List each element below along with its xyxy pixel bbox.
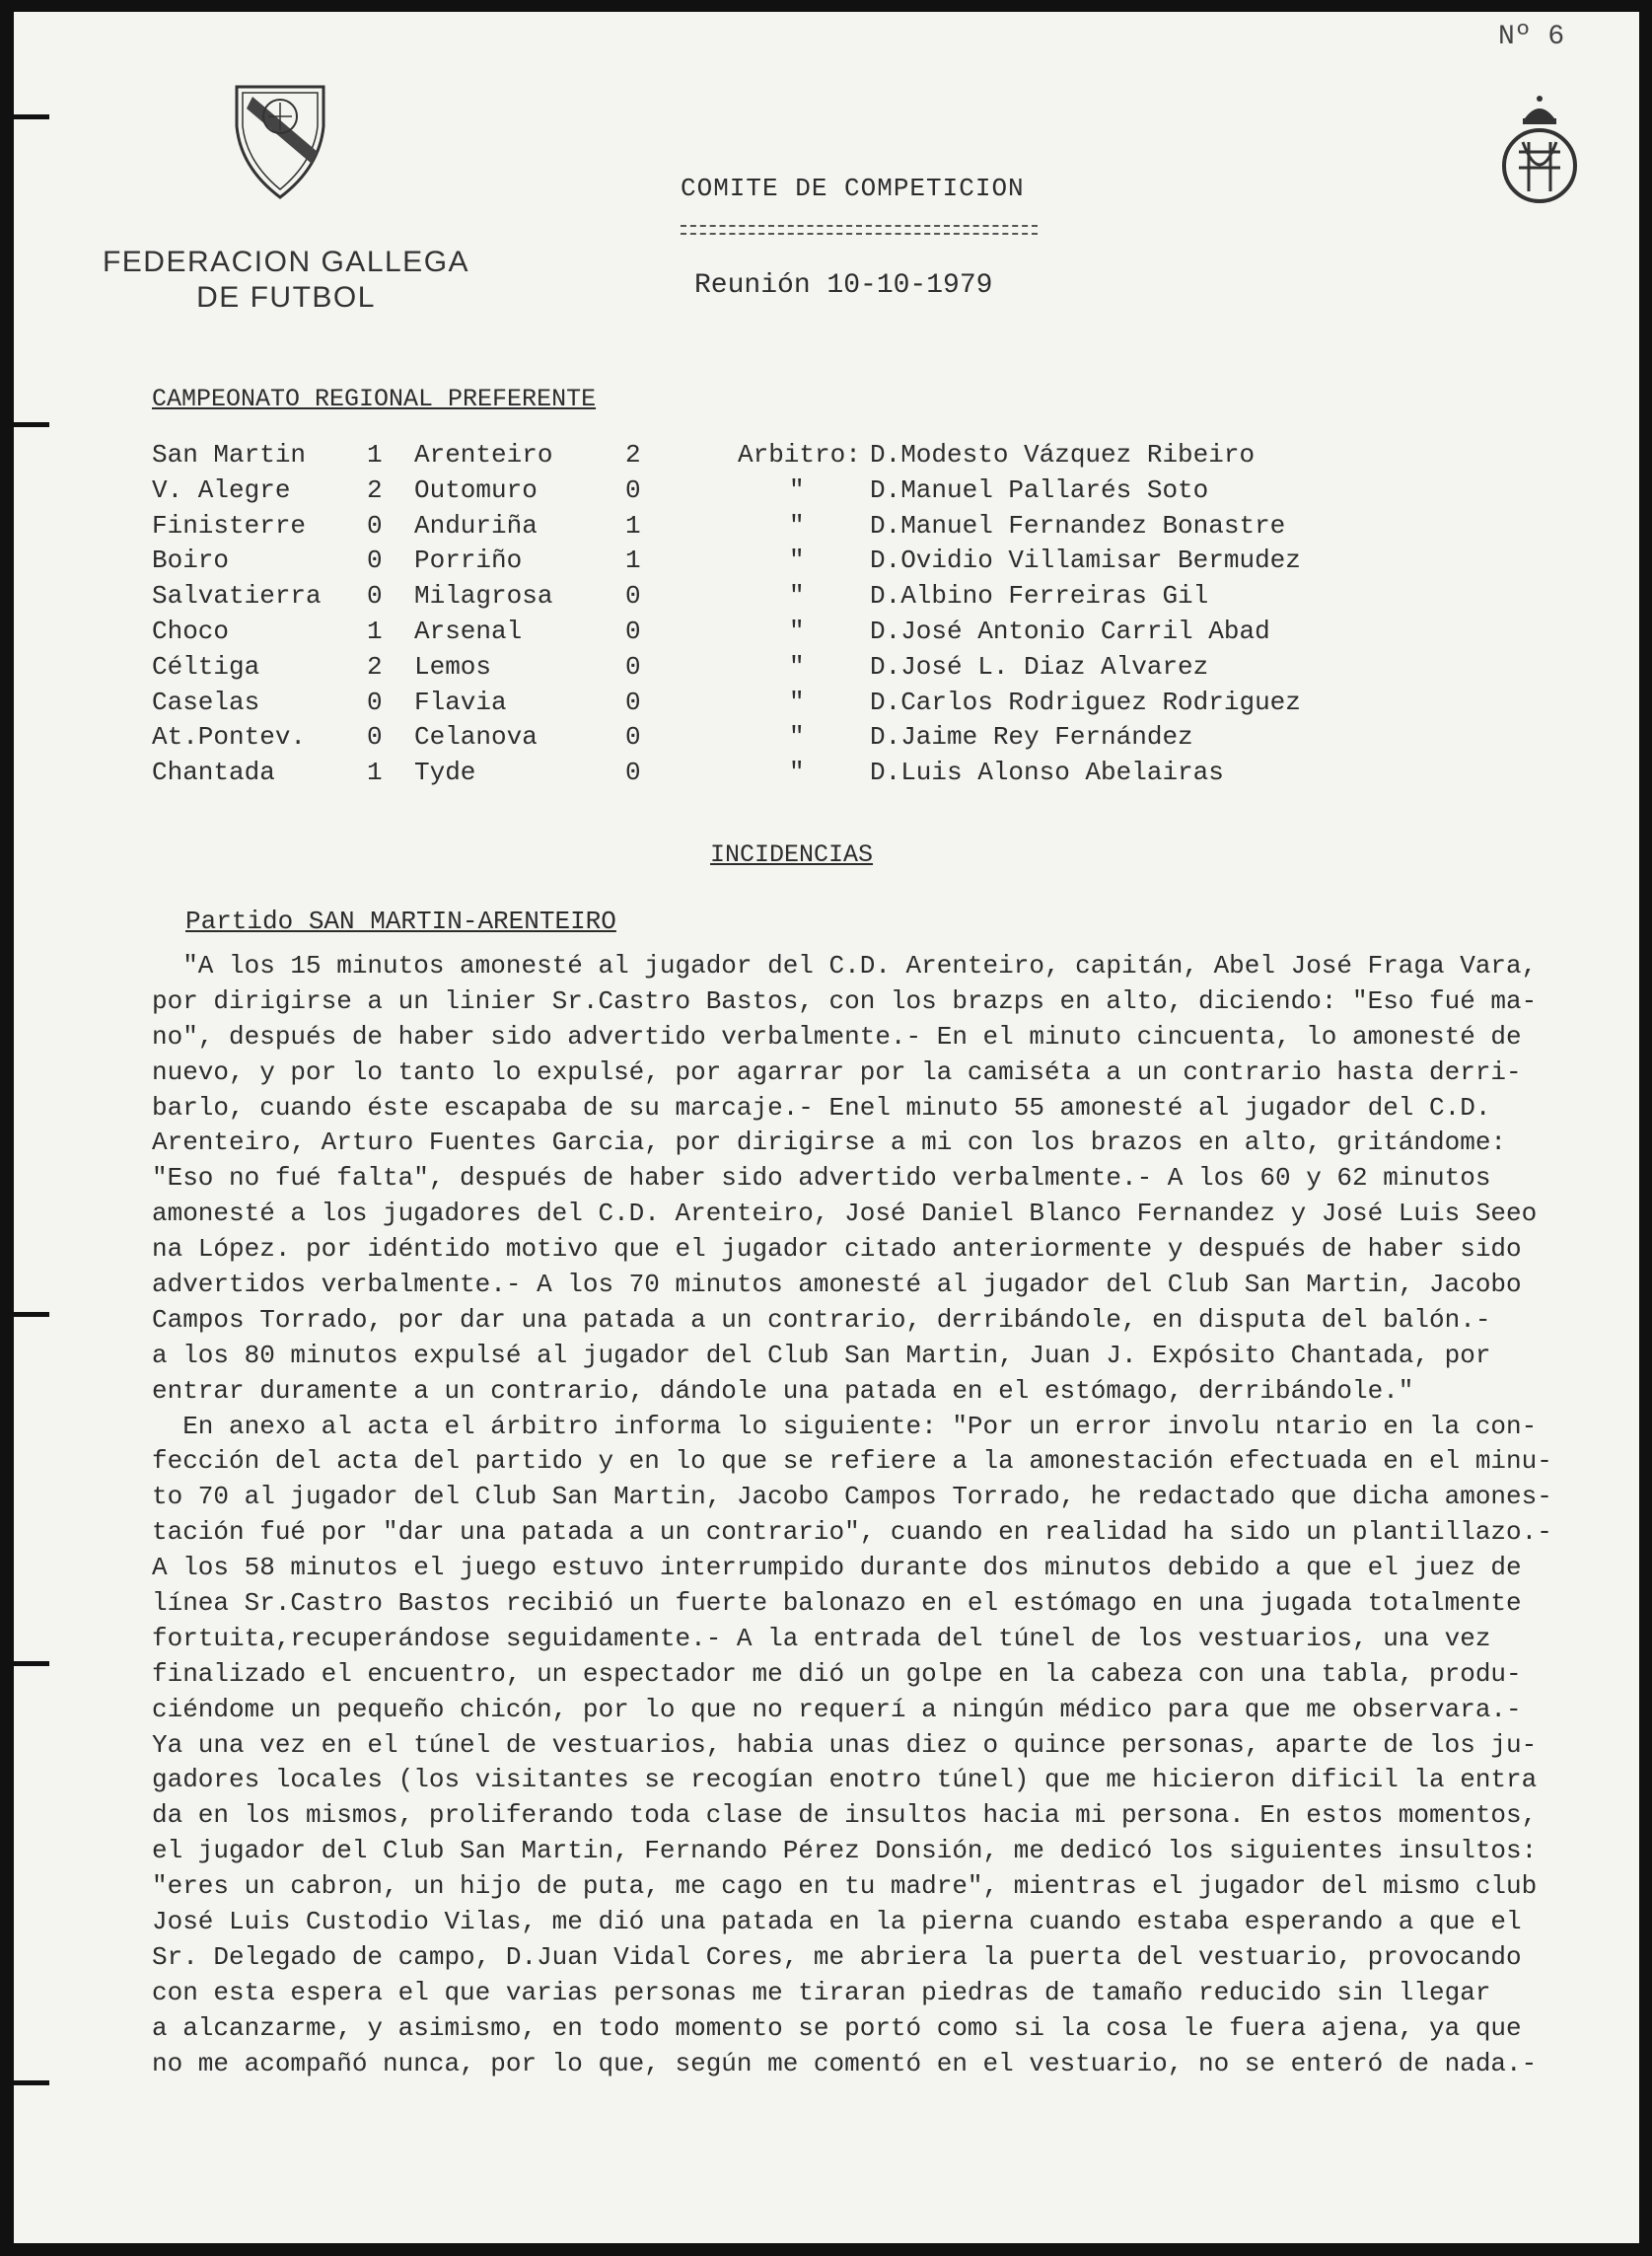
report-line: "Eso no fué falta", después de haber sido advertido verbalmente.- A los 60 y 62 minutos <box>152 1163 1491 1194</box>
ditto-mark: " <box>789 474 805 505</box>
away-team: Milagrosa <box>414 581 553 612</box>
away-score: 1 <box>625 546 641 576</box>
referee-name: D.Manuel Fernandez Bonastre <box>870 510 1286 541</box>
away-score: 0 <box>625 687 641 717</box>
federation-name-line1: FEDERACION GALLEGA <box>102 246 470 278</box>
ditto-mark: " <box>789 581 805 612</box>
report-line: tación fué por "dar una patada a un contrario", cuando en realidad ha sido un plantillazo.- <box>152 1517 1552 1548</box>
home-team: Boiro <box>152 546 230 576</box>
report-line: barlo, cuando éste escapaba de su marcaje.- Enel minuto 55 amonesté al jugador del C.D. <box>152 1092 1491 1123</box>
report-line: A los 58 minutos el juego estuvo interrumpido durante dos minutos debido a que el juez de <box>152 1553 1522 1583</box>
away-score: 0 <box>625 474 641 505</box>
report-line: por dirigirse a un linier Sr.Castro Bastos, con los brazps en alto, diciendo: "Eso fué ma- <box>152 985 1538 1016</box>
home-team: Céltiga <box>152 651 260 682</box>
away-team: Anduriña <box>414 510 538 541</box>
home-team: San Martin <box>152 440 307 470</box>
away-score: 0 <box>625 758 641 788</box>
home-team: Choco <box>152 616 230 646</box>
away-score: 1 <box>625 510 641 541</box>
report-line: nuevo, y por lo tanto lo expulsé, por agarrar por la camiséta a un contrario hasta derri- <box>152 1056 1522 1087</box>
report-line: Campos Torrado, por dar una patada a un contrario, derribándole, en disputa del balón.- <box>152 1304 1491 1335</box>
home-score: 0 <box>367 581 383 612</box>
report-line: En anexo al acta el árbitro informa lo siguiente: "Por un error involu ntario en la con- <box>152 1411 1538 1441</box>
referee-name: D.Carlos Rodriguez Rodriguez <box>870 687 1301 717</box>
report-line: línea Sr.Castro Bastos recibió un fuerte balonazo en el estómago en una jugada totalmente <box>152 1588 1522 1619</box>
away-team: Porriño <box>414 546 523 576</box>
away-score: 0 <box>625 722 641 753</box>
incidents-heading: INCIDENCIAS <box>710 840 874 869</box>
home-score: 2 <box>367 651 383 682</box>
ditto-mark: " <box>789 758 805 788</box>
document-page <box>14 12 1639 2243</box>
report-line: entrar duramente a un contrario, dándole una patada en el estómago, derribándole." <box>152 1375 1414 1406</box>
report-line: advertidos verbalmente.- A los 70 minutos amonesté al jugador del Club San Martin, Jacobo <box>152 1270 1522 1300</box>
home-team: At.Pontev. <box>152 722 307 753</box>
report-line: na López. por idéntido motivo que el jugador citado anteriormente y después de haber sido <box>152 1234 1522 1265</box>
report-line: fortuita,recuperándose seguidamente.- A la entrada del túnel de los vestuarios, una vez <box>152 1623 1491 1653</box>
home-score: 0 <box>367 510 383 541</box>
federation-name <box>79 245 493 316</box>
meeting-date: Reunión 10-10-1979 <box>694 270 993 301</box>
away-team: Arenteiro <box>414 440 553 470</box>
home-team: Caselas <box>152 687 260 717</box>
report-line: el jugador del Club San Martin, Fernando Pérez Donsión, me dedicó los siguientes insultos: <box>152 1836 1538 1866</box>
report-line: "A los 15 minutos amonesté al jugador del C.D. Arenteiro, capitán, Abel José Fraga Vara, <box>152 951 1538 981</box>
away-score: 0 <box>625 651 641 682</box>
binder-hole <box>14 1312 49 1317</box>
referee-name: D.José Antonio Carril Abad <box>870 616 1270 646</box>
home-team: V. Alegre <box>152 474 291 505</box>
binder-hole <box>14 422 49 427</box>
ditto-mark: " <box>789 687 805 717</box>
ditto-mark: " <box>789 651 805 682</box>
report-line: Sr. Delegado de campo, D.Juan Vidal Cores, me abriera la puerta del vestuario, provocando <box>152 1941 1522 1972</box>
away-score: 2 <box>625 440 641 470</box>
away-team: Flavia <box>414 687 507 717</box>
ditto-mark: " <box>789 616 805 646</box>
referee-name: D.Modesto Vázquez Ribeiro <box>870 440 1256 470</box>
home-team: Salvatierra <box>152 581 322 612</box>
report-line: finalizado el encuentro, un espectador me dió un golpe en la cabeza con una tabla, produ- <box>152 1658 1522 1689</box>
home-score: 0 <box>367 687 383 717</box>
referee-name: D.José L. Diaz Alvarez <box>870 651 1209 682</box>
referee-name: D.Ovidio Villamisar Bermudez <box>870 546 1301 576</box>
away-score: 0 <box>625 581 641 612</box>
home-score: 2 <box>367 474 383 505</box>
report-line: amonesté a los jugadores del C.D. Arenteiro, José Daniel Blanco Fernandez y José Luis Seeo <box>152 1199 1538 1229</box>
referee-name: D.Jaime Rey Fernández <box>870 722 1193 753</box>
report-line: da en los mismos, proliferando toda clase de insultos hacia mi persona. En estos momentos, <box>152 1800 1538 1831</box>
rfef-crest-logo <box>1495 93 1584 211</box>
away-team: Tyde <box>414 758 476 788</box>
report-line: "eres un cabron, un hijo de puta, me cago en tu madre", mientras el jugador del mismo club <box>152 1871 1538 1902</box>
home-team: Finisterre <box>152 510 307 541</box>
ditto-mark: " <box>789 510 805 541</box>
federation-shield-logo <box>233 83 327 201</box>
report-line: gadores locales (los visitantes se recogían enotro túnel) que me hicieron dificil la entra <box>152 1765 1538 1795</box>
away-score: 0 <box>625 616 641 646</box>
report-line: con esta espera el que varias personas me tiraran piedras de tamaño reducido sin llegar <box>152 1977 1491 2007</box>
away-team: Arsenal <box>414 616 523 646</box>
home-score: 0 <box>367 546 383 576</box>
away-team: Lemos <box>414 651 492 682</box>
referee-name: D.Manuel Pallarés Soto <box>870 474 1209 505</box>
report-line: fección del acta del partido y en lo que se refiere a la amonestación efectuada en el minu- <box>152 1446 1552 1477</box>
federation-name-line2: DE FUTBOL <box>196 281 376 314</box>
match-subtitle: Partido SAN MARTIN-ARENTEIRO <box>185 907 616 936</box>
title-double-rule <box>681 225 1038 235</box>
home-score: 1 <box>367 440 383 470</box>
committee-title: COMITE DE COMPETICION <box>681 174 1025 203</box>
page-number: Nº 6 <box>1498 22 1565 52</box>
report-line: Arenteiro, Arturo Fuentes Garcia, por dirigirse a mi con los brazos en alto, gritándome: <box>152 1128 1507 1158</box>
report-line: no me acompañó nunca, por lo que, según me comentó en el vestuario, no se enteró de nada.- <box>152 2048 1538 2078</box>
home-score: 1 <box>367 616 383 646</box>
referee-label: Arbitro: <box>738 440 861 470</box>
away-team: Celanova <box>414 722 538 753</box>
report-line: a los 80 minutos expulsé al jugador del Club San Martin, Juan J. Expósito Chantada, por <box>152 1340 1491 1370</box>
referee-name: D.Luis Alonso Abelairas <box>870 758 1224 788</box>
report-line: José Luis Custodio Vilas, me dió una patada en la pierna cuando estaba esperando a que el <box>152 1907 1522 1937</box>
report-line: Ya una vez en el túnel de vestuarios, habia unas diez o quince personas, aparte de los ju- <box>152 1729 1538 1760</box>
binder-hole <box>14 114 49 119</box>
referee-name: D.Albino Ferreiras Gil <box>870 581 1209 612</box>
report-line: no", después de haber sido advertido verbalmente.- En el minuto cincuenta, lo amonesté de <box>152 1021 1522 1052</box>
ditto-mark: " <box>789 722 805 753</box>
championship-title: CAMPEONATO REGIONAL PREFERENTE <box>152 385 597 413</box>
report-line: a alcanzarme, y asimismo, en todo momento se portó como si la cosa le fuera ajena, ya que <box>152 2012 1522 2043</box>
home-score: 1 <box>367 758 383 788</box>
binder-hole <box>14 2080 49 2085</box>
binder-hole <box>14 1661 49 1666</box>
report-line: ciéndome un pequeño chicón, por lo que no requerí a ningún médico para que me observara.- <box>152 1694 1522 1724</box>
report-body <box>152 949 1627 2082</box>
home-team: Chantada <box>152 758 275 788</box>
ditto-mark: " <box>789 546 805 576</box>
away-team: Outomuro <box>414 474 538 505</box>
home-score: 0 <box>367 722 383 753</box>
report-line: to 70 al jugador del Club San Martin, Jacobo Campos Torrado, he redactado que dicha amones- <box>152 1482 1552 1512</box>
